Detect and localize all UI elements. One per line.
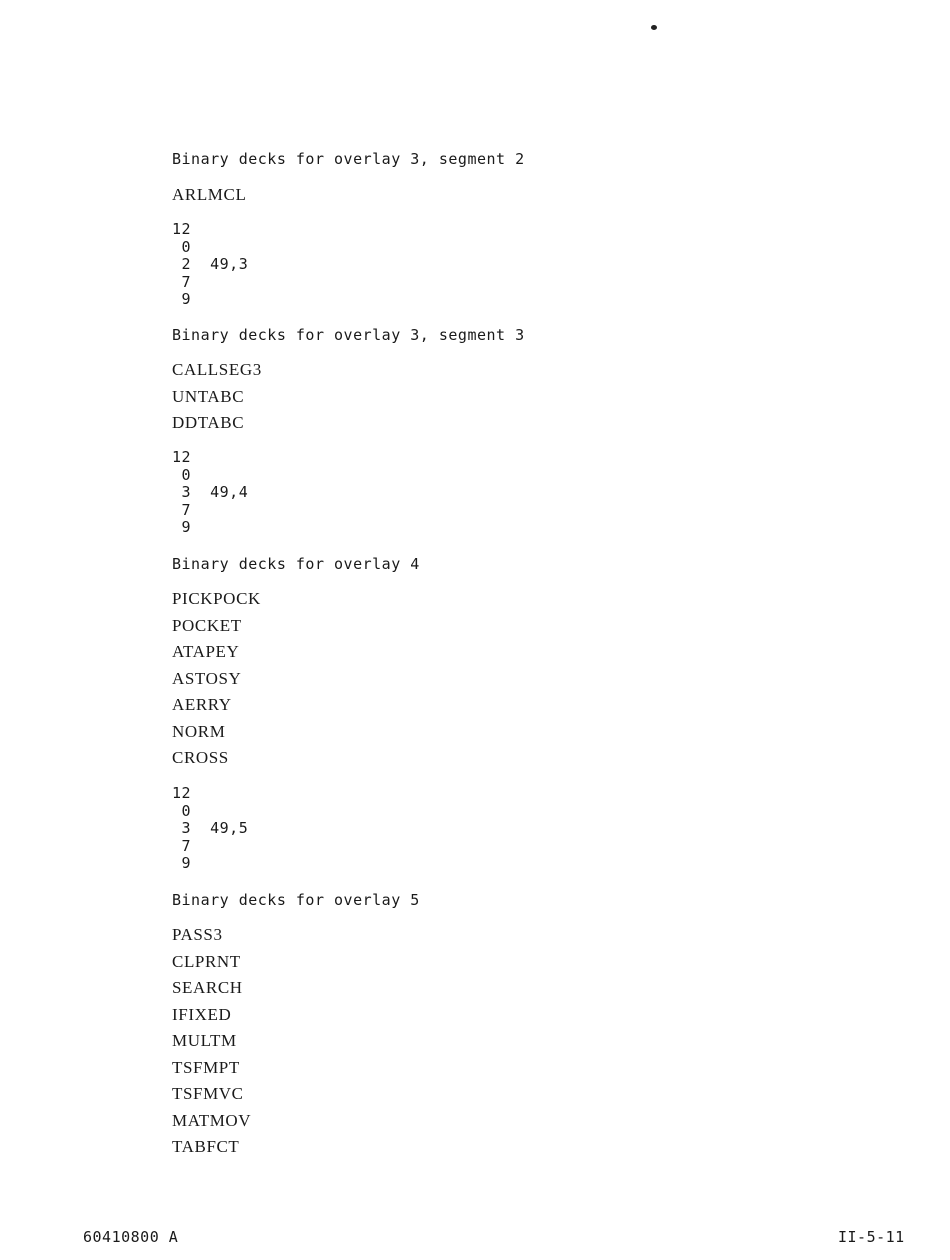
stray-mark <box>651 25 657 30</box>
card-line: 7 <box>172 836 192 855</box>
routine-name: ARLMCL <box>172 185 247 204</box>
section-heading: Binary decks for overlay 3, segment 2 <box>172 150 525 168</box>
card-line: 0 <box>172 801 192 820</box>
routine-list <box>172 182 246 209</box>
control-card <box>172 785 248 873</box>
card-line: 9 <box>172 290 192 308</box>
section-heading: Binary decks for overlay 4 <box>172 555 420 573</box>
routine-name: TABFCT <box>172 1137 240 1156</box>
card-line: 9 <box>172 854 192 872</box>
routine-name: PICKPOCK <box>172 589 261 608</box>
routine-name: CLPRNT <box>172 951 241 971</box>
section-heading: Binary decks for overlay 5 <box>172 891 420 909</box>
routine-list <box>172 586 261 772</box>
routine-name: MULTM <box>172 1031 237 1050</box>
routine-name: ATAPEY <box>172 642 240 661</box>
card-line: 7 <box>172 500 192 519</box>
routine-name: PASS3 <box>172 925 223 944</box>
card-line: 3 49,4 <box>172 483 249 501</box>
routine-list <box>172 922 251 1161</box>
routine-name: AERRY <box>172 695 232 714</box>
routine-list <box>172 357 262 437</box>
card-line: 9 <box>172 518 192 536</box>
routine-name: CROSS <box>172 748 229 767</box>
card-line: 0 <box>172 237 192 256</box>
routine-name: TSFMVC <box>172 1084 244 1103</box>
section-heading: Binary decks for overlay 3, segment 3 <box>172 326 525 344</box>
routine-name: MATMOV <box>172 1110 252 1130</box>
card-line: 12 <box>172 220 192 238</box>
card-line: 7 <box>172 272 192 291</box>
routine-name: TSFMPT <box>172 1057 240 1077</box>
card-line: 2 49,3 <box>172 255 249 273</box>
card-line: 0 <box>172 465 192 484</box>
routine-name: NORM <box>172 721 226 741</box>
routine-name: CALLSEG3 <box>172 360 262 379</box>
document-number: 60410800 A <box>83 1228 179 1246</box>
control-card <box>172 221 248 309</box>
routine-name: SEARCH <box>172 978 243 997</box>
card-line: 3 49,5 <box>172 819 249 837</box>
routine-name: DDTABC <box>172 413 245 432</box>
card-line: 12 <box>172 448 192 466</box>
routine-name: IFIXED <box>172 1004 232 1024</box>
page-number: II-5-11 <box>838 1228 905 1246</box>
routine-name: UNTABC <box>172 386 245 406</box>
routine-name: POCKET <box>172 615 242 635</box>
control-card <box>172 449 248 537</box>
routine-name: ASTOSY <box>172 668 242 688</box>
card-line: 12 <box>172 784 192 802</box>
